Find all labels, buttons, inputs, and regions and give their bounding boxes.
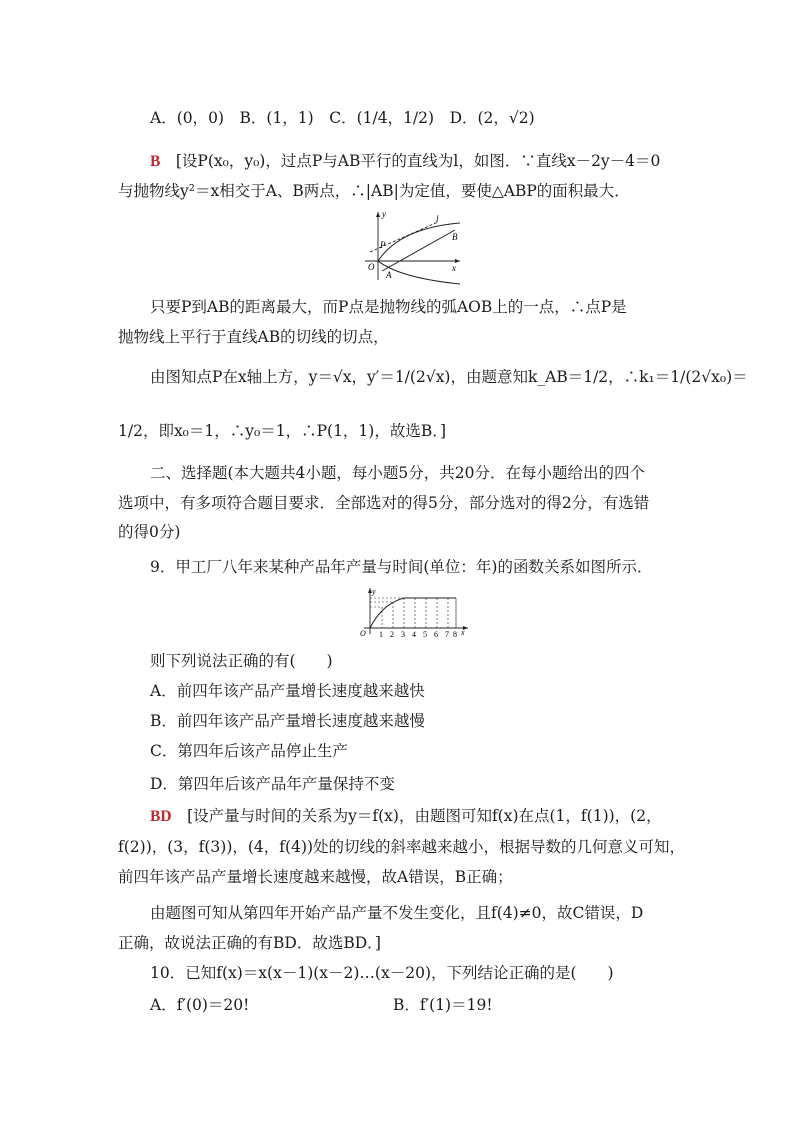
q8-solution-line-3: 只要P到AB的距离最大，而P点是抛物线的弧AOB上的一点，∴点P是: [150, 298, 627, 316]
q9-option-b: B．前四年该产品产量增长速度越来越慢: [150, 712, 425, 730]
q8-solution-text-1: [设P(x₀，y₀)，过点P与AB平行的直线为l，如图．∵直线x－2y－4＝0: [175, 152, 661, 170]
label-B: B: [452, 232, 458, 242]
section-heading-line-2: 选项中，有多项符合题目要求．全部选对的得5分，部分选对的得2分，有选错: [118, 494, 650, 512]
tick-label-5: 5: [423, 630, 427, 638]
q8-parabola-figure: [360, 208, 468, 286]
q9-solution-line-5: 正确，故说法正确的有BD．故选BD．]: [118, 934, 381, 952]
tick-label-7: 7: [445, 630, 449, 638]
tick-label-8: 8: [453, 630, 457, 638]
q9-solution-line-2: f(2))，(3，f(3))，(4，f(4))处的切线的斜率越来越小，根据导数的几何意义可知，: [118, 838, 686, 856]
label-P: P: [380, 240, 386, 250]
label-O: O: [360, 629, 366, 638]
label-O: O: [368, 262, 375, 272]
q9-solution-line-1: [150, 805, 662, 828]
q9-option-a: A．前四年该产品产量增长速度越来越快: [150, 682, 425, 700]
tick-label-2: 2: [390, 630, 394, 638]
label-x: x: [452, 263, 456, 273]
section-heading-line-3: 的得0分): [118, 523, 181, 541]
q9-production-figure: [356, 586, 472, 638]
q10-option-b: B．f′(1)＝19!: [393, 996, 493, 1014]
label-y: y: [372, 587, 376, 596]
tick-label-4: 4: [412, 630, 416, 638]
q8-solution-line-5: 由图知点P在x轴上方，y＝√x，y′＝1/(2√x)，由题意知k_AB＝1/2，∴k₁＝1/(2√x₀)＝: [150, 368, 748, 386]
q9-option-c: C．第四年后该产品停止生产: [150, 742, 348, 760]
line-ab: [382, 230, 455, 271]
q8-answer: B: [150, 153, 161, 170]
q9-option-d: D．第四年后该产品年产量保持不变: [150, 775, 395, 793]
production-curve: [370, 598, 456, 628]
tick-label-1: 1: [379, 630, 383, 638]
tick-label-6: 6: [434, 630, 438, 638]
label-y: y: [382, 209, 386, 219]
q9-solution-text-1: [设产量与时间的关系为y＝f(x)，由题图可知f(x)在点(1，f(1))，(2，: [187, 807, 662, 825]
tick-label-3: 3: [401, 630, 405, 638]
q8-solution-line-2: 与抛物线y²＝x相交于A、B两点，∴|AB|为定值，要使△ABP的面积最大．: [118, 182, 630, 200]
q9-stem: 9．甲工厂八年来某种产品年产量与时间(单位：年)的函数关系如图所示．: [150, 558, 653, 576]
q8-solution-line-4: 抛物线上平行于直线AB的切线的切点，: [118, 328, 389, 346]
q9-solution-line-4: 由题图可知从第四年开始产品产量不发生变化，且f(4)≠0，故C错误，D: [150, 904, 644, 922]
q9-answer: BD: [150, 808, 172, 825]
q9-ask: 则下列说法正确的有( ): [150, 652, 333, 670]
q9-solution-line-3: 前四年该产品产量增长速度越来越慢，故A错误，B正确；: [118, 868, 513, 886]
label-A: A: [386, 270, 392, 280]
q8-solution-line-1: [150, 150, 660, 173]
q8-solution-line-6: 1/2，即x₀＝1，∴y₀＝1，∴P(1，1)，故选B．]: [118, 422, 447, 440]
y-axis-arrow: [376, 212, 380, 217]
q10-option-a: A．f′(0)＝20!: [150, 996, 250, 1014]
section-heading-line-1: 二、选择题(本大题共4小题，每小题5分，共20分．在每小题给出的四个: [150, 464, 645, 482]
label-l: l: [436, 214, 439, 224]
q10-stem: 10．已知f(x)＝x(x－1)(x－2)…(x－20)，下列结论正确的是( ): [150, 964, 614, 982]
q8-options: A．(0，0) B．(1，1) C．(1/4，1/2) D．(2，√2): [150, 109, 535, 127]
label-x: x: [461, 628, 465, 637]
